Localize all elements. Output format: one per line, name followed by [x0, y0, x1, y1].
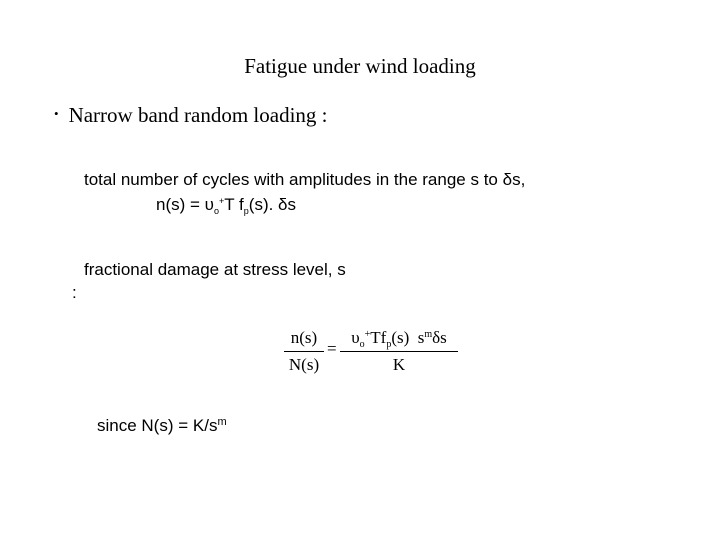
right-numerator	[340, 328, 458, 348]
formula-sub-p: p	[243, 206, 249, 216]
cycles-description: total number of cycles with amplitudes in the range s to δs,	[84, 170, 526, 189]
num-sup-m: m	[424, 329, 433, 340]
formula-lhs: n(s) = υ	[156, 195, 214, 214]
bullet-marker: •	[54, 106, 59, 121]
bullet-point	[54, 103, 328, 128]
num-upsilon: υ	[351, 328, 360, 347]
num-sub-p: p	[386, 339, 392, 350]
formula-mid: T f	[224, 195, 244, 214]
left-fraction-bar	[284, 351, 324, 352]
left-fraction	[284, 328, 324, 375]
right-denominator: K	[392, 355, 406, 374]
right-fraction	[340, 328, 458, 375]
num-of-s: (s) s	[391, 328, 425, 347]
since-text: since N(s) = K/s	[97, 416, 218, 435]
formula-sup-plus: +	[218, 196, 225, 206]
formula-rhs: (s). δs	[248, 195, 297, 214]
left-numerator: n(s)	[290, 328, 318, 347]
equals-sign: =	[327, 339, 337, 358]
cycles-formula	[156, 195, 296, 215]
since-line	[97, 416, 227, 436]
formula-sub-o: o	[213, 206, 219, 216]
left-denominator: N(s)	[288, 355, 320, 374]
colon-mark: :	[72, 283, 77, 302]
bullet-text: Narrow band random loading :	[68, 103, 328, 127]
right-fraction-bar	[340, 351, 458, 352]
num-sup-plus: +	[364, 329, 371, 340]
num-sub-o: o	[359, 339, 365, 350]
since-sup-m: m	[217, 416, 227, 428]
slide-title: Fatigue under wind loading	[244, 54, 476, 78]
num-tf: Tf	[370, 328, 387, 347]
num-delta-s: δs	[432, 328, 447, 347]
damage-description: fractional damage at stress level, s	[84, 260, 346, 279]
